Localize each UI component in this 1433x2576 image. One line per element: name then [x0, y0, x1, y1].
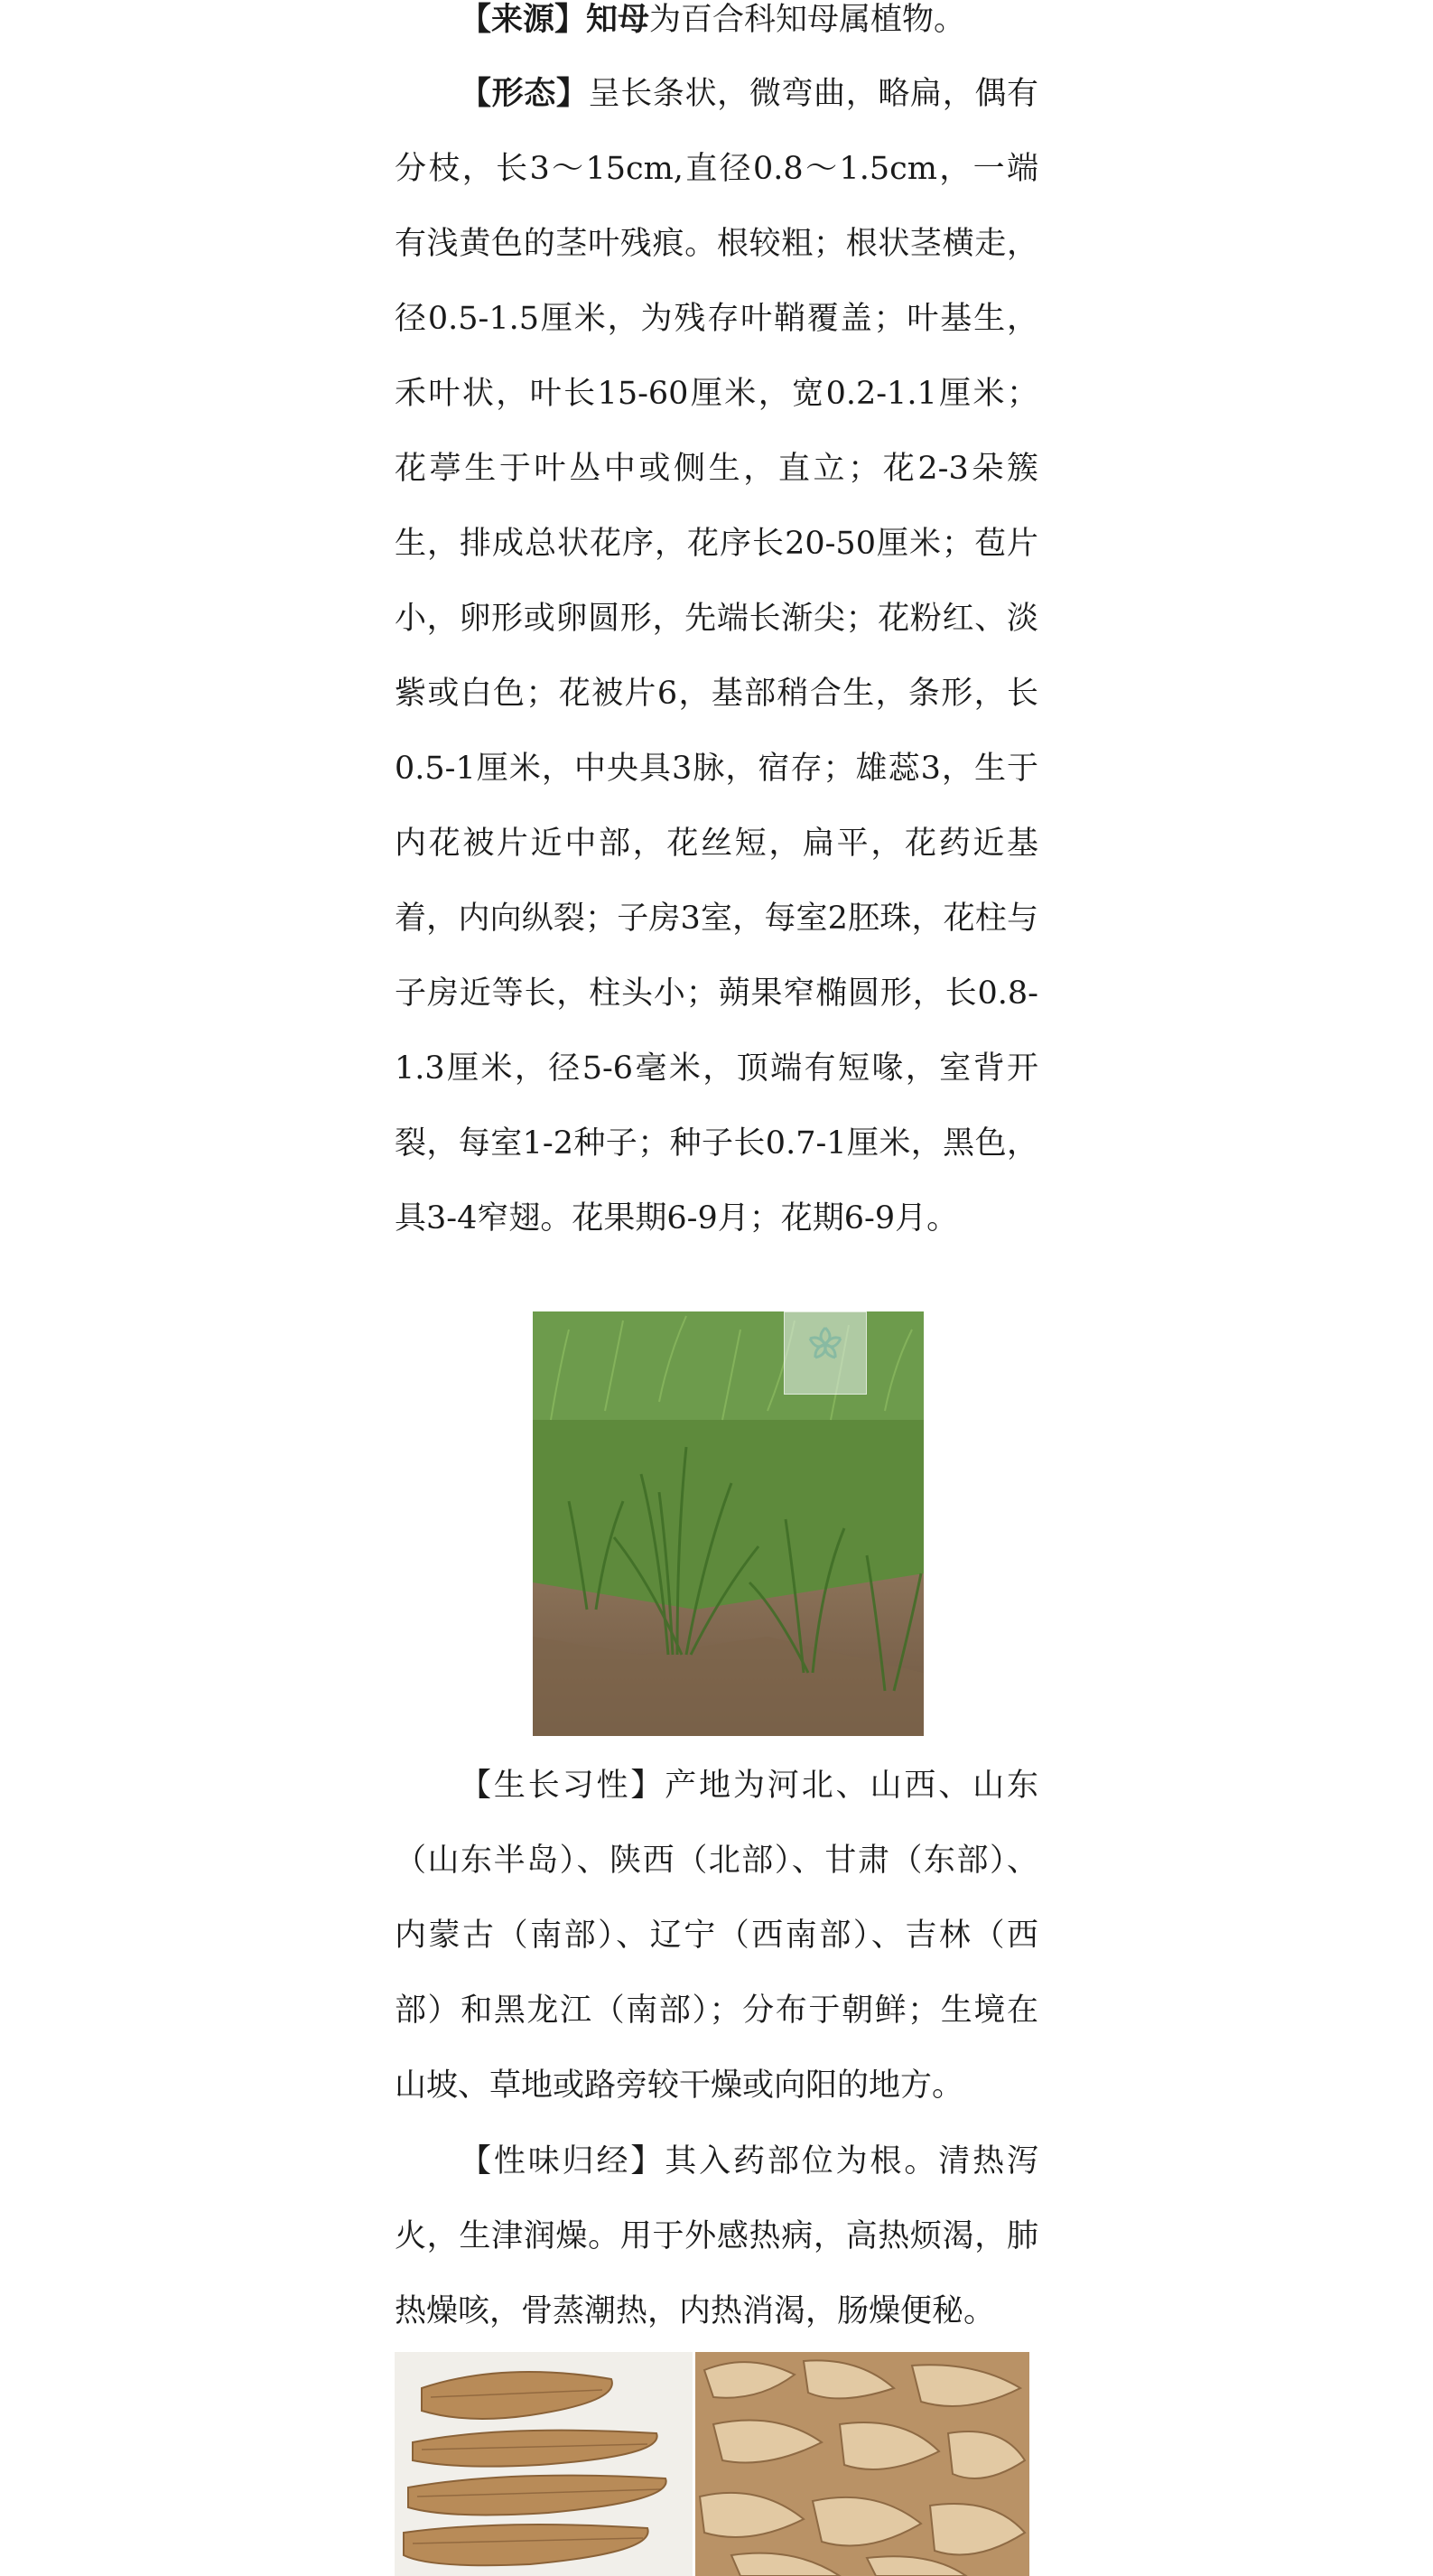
growth-paragraph: [395, 1749, 1038, 2123]
morphology-text: 呈长条状，微弯曲，略扁，偶有分枝，长3～15cm,直径0.8～1.5cm，一端有浅黄色的茎叶残痕。根较粗；根状茎横走，径0.5-1.5厘米，为残存叶鞘覆盖；叶基生，禾叶状，叶长15-60厘米，宽0.2-1.1厘米；花葶生于叶丛中或侧生，直立；花2-3朵簇生，排成总状花序，花序长20-50厘米；苞片小，卵形或卵圆形，先端长渐尖；花粉红、淡紫或白色；花被片6，基部稍合生，条形，长0.5-1厘米，中央具3脉，宿存；雄蕊3，生于内花被片近中部，花丝短，扁平，花药近基着，内向纵裂；子房3室，每室2胚珠，花柱与子房近等长，柱头小；蒴果窄椭圆形，长0.8-1.3厘米，径5-6毫米，顶端有短喙，室背开裂，每室1-2种子；种子长0.7-1厘米，黑色，具3-4窄翅。花果期6-9月；花期6-9月。: [395, 76, 1038, 1237]
dried-root-photo: [395, 2352, 693, 2576]
watermark-logo: [784, 1311, 867, 1395]
plant-name: 知母: [586, 1, 650, 38]
nature-text: 其入药部位为根。清热泻火，生津润燥。用于外感热病，高热烦渴，肺热燥咳，骨蒸潮热，内热消渴，肠燥便秘。: [395, 2143, 1038, 2329]
source-heading: 【来源】: [460, 1, 587, 38]
root-slices-photo: [695, 2352, 1029, 2576]
plant-field-photo: [533, 1311, 924, 1736]
nature-paragraph: [395, 2124, 1038, 2349]
growth-heading: 【生长习性】: [460, 1768, 665, 1804]
morphology-paragraph: [395, 56, 1038, 1256]
source-text: 为百合科知母属植物。: [649, 2, 966, 38]
nature-heading: 【性味归经】: [460, 2143, 665, 2179]
source-paragraph: [395, 0, 1038, 58]
morphology-heading: 【形态】: [460, 75, 589, 112]
growth-text: 产地为河北、山西、山东（山东半岛）、陕西（北部）、甘肃（东部）、内蒙古（南部）、辽宁（西南部）、吉林（西部）和黑龙江（南部）；分布于朝鲜；生境在山坡、草地或路旁较干燥或向阳的地方。: [395, 1768, 1038, 2104]
